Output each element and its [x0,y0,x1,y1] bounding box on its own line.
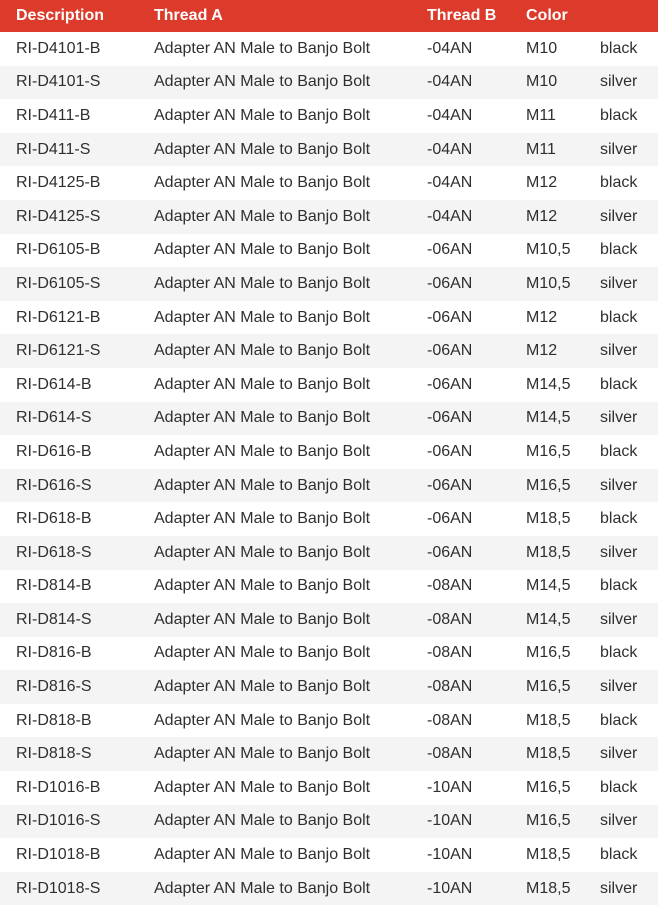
cell-color: M11 [526,140,556,158]
cell-description: RI-D816-S [16,678,92,696]
cell-thread-b: -06AN [427,241,473,259]
table-row[interactable] [0,267,658,301]
cell-finish: black [600,778,638,796]
table-row[interactable] [0,32,658,66]
cell-description: RI-D1018-S [16,879,101,897]
cell-thread-b: -04AN [427,207,473,225]
cell-color: M12 [526,308,558,326]
cell-finish: silver [600,812,638,830]
cell-thread-a: Adapter AN Male to Banjo Bolt [154,274,371,292]
table-row[interactable] [0,570,658,604]
cell-thread-b: -08AN [427,711,473,729]
cell-description: RI-D818-B [16,711,92,729]
cell-finish: silver [600,409,638,427]
cell-thread-b: -04AN [427,73,473,91]
table-row[interactable] [0,771,658,805]
table-row[interactable] [0,301,658,335]
cell-thread-a: Adapter AN Male to Banjo Bolt [154,846,371,864]
cell-thread-a: Adapter AN Male to Banjo Bolt [154,174,371,192]
cell-finish: black [600,174,638,192]
cell-thread-b: -06AN [427,274,473,292]
cell-thread-a: Adapter AN Male to Banjo Bolt [154,375,371,393]
cell-finish: silver [600,610,638,628]
cell-description: RI-D618-B [16,510,92,528]
table-row[interactable] [0,737,658,771]
cell-description: RI-D4101-S [16,73,101,91]
cell-description: RI-D616-B [16,442,92,460]
cell-thread-a: Adapter AN Male to Banjo Bolt [154,140,371,158]
cell-thread-a: Adapter AN Male to Banjo Bolt [154,644,371,662]
table-row[interactable] [0,502,658,536]
table-row[interactable] [0,536,658,570]
cell-thread-b: -06AN [427,308,473,326]
cell-description: RI-D614-B [16,375,92,393]
cell-thread-a: Adapter AN Male to Banjo Bolt [154,745,371,763]
cell-description: RI-D1018-B [16,846,101,864]
cell-thread-b: -08AN [427,678,473,696]
cell-thread-a: Adapter AN Male to Banjo Bolt [154,73,371,91]
cell-thread-b: -06AN [427,342,473,360]
cell-color: M10 [526,39,558,57]
cell-description: RI-D814-S [16,610,92,628]
cell-description: RI-D4125-S [16,207,101,225]
cell-description: RI-D616-S [16,476,92,494]
cell-thread-b: -10AN [427,812,473,830]
cell-thread-a: Adapter AN Male to Banjo Bolt [154,510,371,528]
cell-finish: black [600,442,638,460]
cell-finish: silver [600,745,638,763]
cell-thread-b: -04AN [427,106,473,124]
cell-finish: black [600,577,638,595]
table-row[interactable] [0,872,658,906]
cell-color: M16,5 [526,442,571,460]
cell-color: M16,5 [526,678,571,696]
cell-thread-a: Adapter AN Male to Banjo Bolt [154,342,371,360]
cell-thread-a: Adapter AN Male to Banjo Bolt [154,39,371,57]
cell-finish: black [600,39,638,57]
cell-thread-b: -08AN [427,610,473,628]
cell-description: RI-D6105-B [16,241,101,259]
table-row[interactable] [0,166,658,200]
cell-description: RI-D6121-S [16,342,101,360]
cell-description: RI-D1016-B [16,778,101,796]
cell-thread-b: -08AN [427,745,473,763]
cell-thread-a: Adapter AN Male to Banjo Bolt [154,678,371,696]
table-row[interactable] [0,637,658,671]
cell-color: M11 [526,106,556,124]
cell-color: M14,5 [526,577,571,595]
table-body [0,32,658,905]
cell-color: M10,5 [526,274,571,292]
cell-finish: black [600,375,638,393]
cell-description: RI-D818-S [16,745,92,763]
table-row[interactable] [0,670,658,704]
cell-thread-a: Adapter AN Male to Banjo Bolt [154,610,371,628]
table-row[interactable] [0,469,658,503]
table-row[interactable] [0,234,658,268]
cell-color: M14,5 [526,610,571,628]
cell-finish: black [600,510,638,528]
table-row[interactable] [0,200,658,234]
cell-description: RI-D411-S [16,140,91,158]
cell-finish: black [600,644,638,662]
cell-finish: silver [600,73,638,91]
cell-color: M18,5 [526,846,571,864]
cell-thread-a: Adapter AN Male to Banjo Bolt [154,778,371,796]
cell-thread-a: Adapter AN Male to Banjo Bolt [154,879,371,897]
cell-finish: silver [600,543,638,561]
cell-thread-b: -04AN [427,39,473,57]
cell-finish: black [600,846,638,864]
cell-finish: silver [600,140,638,158]
table-header [0,0,658,32]
table-row[interactable] [0,603,658,637]
cell-thread-a: Adapter AN Male to Banjo Bolt [154,442,371,460]
cell-finish: silver [600,207,638,225]
cell-color: M12 [526,174,558,192]
cell-color: M18,5 [526,745,571,763]
cell-color: M16,5 [526,778,571,796]
cell-thread-b: -06AN [427,409,473,427]
column-header-description[interactable]: Description [16,7,105,24]
cell-finish: silver [600,342,638,360]
table-row[interactable] [0,368,658,402]
cell-thread-a: Adapter AN Male to Banjo Bolt [154,308,371,326]
cell-finish: silver [600,879,638,897]
cell-thread-a: Adapter AN Male to Banjo Bolt [154,409,371,427]
cell-description: RI-D816-B [16,644,92,662]
cell-thread-a: Adapter AN Male to Banjo Bolt [154,711,371,729]
cell-color: M18,5 [526,510,571,528]
cell-thread-a: Adapter AN Male to Banjo Bolt [154,207,371,225]
cell-color: M12 [526,342,558,360]
cell-thread-a: Adapter AN Male to Banjo Bolt [154,106,371,124]
cell-color: M12 [526,207,558,225]
cell-color: M18,5 [526,711,571,729]
cell-finish: silver [600,274,638,292]
cell-thread-b: -10AN [427,846,473,864]
cell-color: M14,5 [526,375,571,393]
cell-color: M10,5 [526,241,571,259]
cell-color: M16,5 [526,644,571,662]
cell-color: M16,5 [526,476,571,494]
table-row[interactable] [0,402,658,436]
table-row[interactable] [0,435,658,469]
cell-description: RI-D6121-B [16,308,101,326]
cell-description: RI-D411-B [16,106,91,124]
cell-thread-b: -04AN [427,174,473,192]
cell-description: RI-D6105-S [16,274,101,292]
cell-thread-b: -10AN [427,879,473,897]
cell-finish: black [600,106,638,124]
cell-thread-b: -06AN [427,543,473,561]
cell-description: RI-D814-B [16,577,92,595]
cell-thread-a: Adapter AN Male to Banjo Bolt [154,812,371,830]
cell-color: M14,5 [526,409,571,427]
table-row[interactable] [0,838,658,872]
table-row[interactable] [0,704,658,738]
cell-thread-b: -06AN [427,476,473,494]
cell-thread-a: Adapter AN Male to Banjo Bolt [154,476,371,494]
cell-description: RI-D4125-B [16,174,101,192]
cell-thread-b: -06AN [427,375,473,393]
cell-thread-a: Adapter AN Male to Banjo Bolt [154,543,371,561]
cell-finish: silver [600,476,638,494]
cell-thread-b: -06AN [427,510,473,528]
column-header-thread-b[interactable]: Thread B [427,7,497,24]
cell-description: RI-D1016-S [16,812,101,830]
column-header-thread-a[interactable]: Thread A [154,7,223,24]
cell-thread-b: -06AN [427,442,473,460]
cell-color: M18,5 [526,543,571,561]
cell-thread-a: Adapter AN Male to Banjo Bolt [154,241,371,259]
cell-finish: black [600,711,638,729]
cell-finish: silver [600,678,638,696]
cell-description: RI-D618-S [16,543,92,561]
table-row[interactable] [0,805,658,839]
cell-thread-b: -08AN [427,644,473,662]
table-row[interactable] [0,334,658,368]
cell-color: M18,5 [526,879,571,897]
cell-finish: black [600,308,638,326]
column-header-color[interactable]: Color [526,7,568,24]
cell-thread-b: -04AN [427,140,473,158]
table-row[interactable] [0,99,658,133]
cell-color: M10 [526,73,558,91]
cell-finish: black [600,241,638,259]
cell-thread-b: -10AN [427,778,473,796]
table-row[interactable] [0,133,658,167]
cell-description: RI-D4101-B [16,39,101,57]
cell-description: RI-D614-S [16,409,92,427]
cell-thread-a: Adapter AN Male to Banjo Bolt [154,577,371,595]
cell-thread-b: -08AN [427,577,473,595]
cell-color: M16,5 [526,812,571,830]
table-row[interactable] [0,66,658,100]
